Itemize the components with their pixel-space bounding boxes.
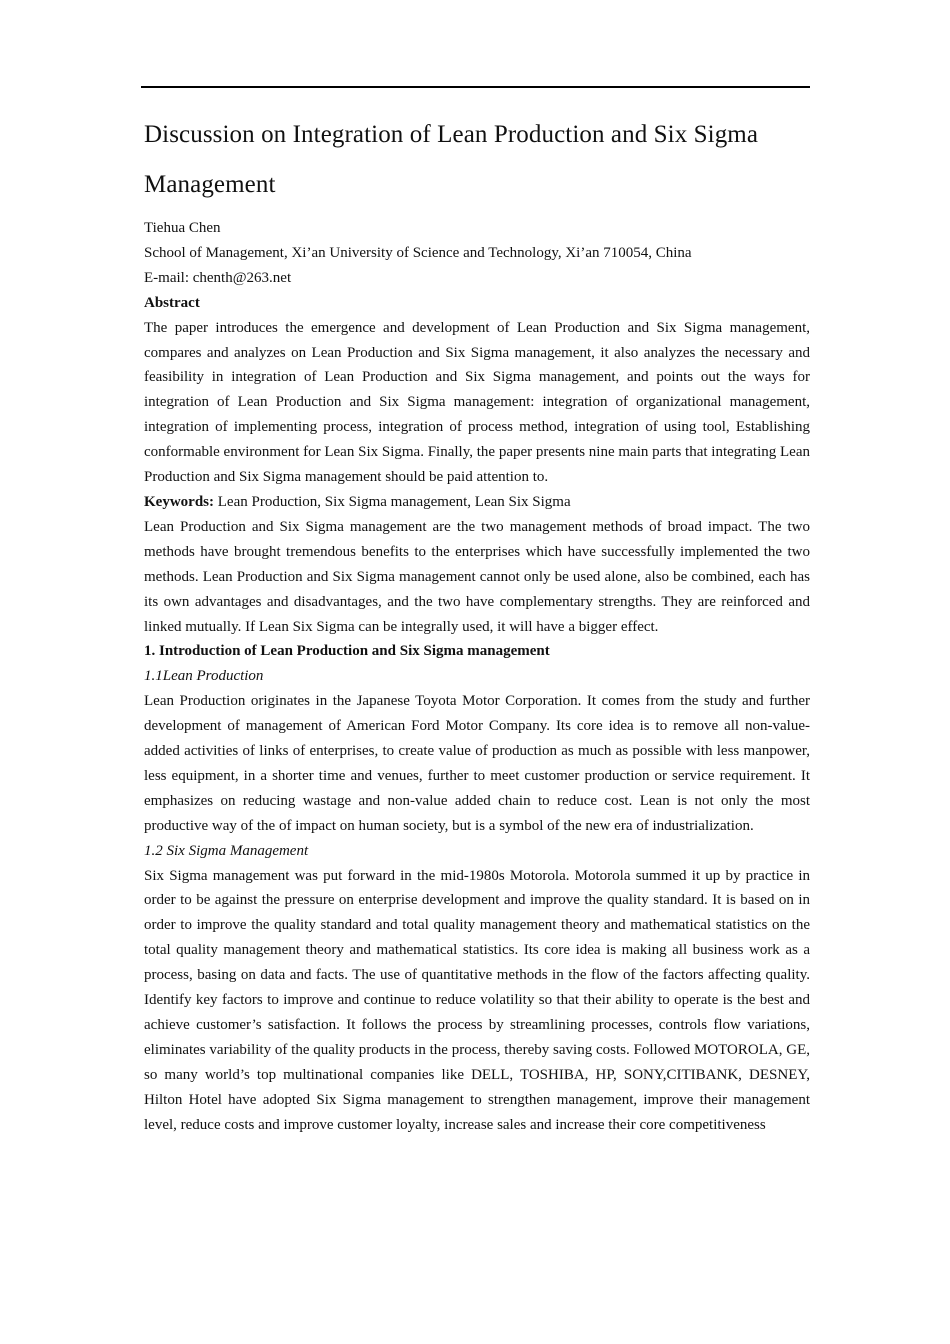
- author-name: Tiehua Chen: [144, 220, 221, 236]
- header-rule: [141, 86, 810, 88]
- subsection-1-1-heading: 1.1Lean Production: [144, 668, 264, 685]
- abstract-heading: Abstract: [144, 294, 200, 311]
- paper-title: Discussion on Integration of Lean Production and Six Sigma Management: [144, 121, 759, 198]
- author-affiliation: School of Management, Xi’an University of Science and Technology, Xi’an 710054, China: [144, 244, 692, 261]
- abstract-text: The paper introduces the emergence and development of Lean Production and Six Sigma management, compares and analyzes on Lean Production and Six Sigma management, it also analyzes the necessary and feasibility in integration of Lean Production and Six Sigma management, and points out the ways for integration of Lean Production and Six Sigma management: integration of organizational management, integration of implementing process, integration of process method, integration of using tool, Establishing conformable environment for Lean Six Sigma. Finally, the paper presents nine main parts that integrating Lean Production and Six Sigma management should be paid attention to.: [144, 319, 810, 486]
- subsection-1-1-text: Lean Production originates in the Japanese Toyota Motor Corporation. It comes from the study and further development of management of American Ford Motor Company. Its core idea is to remove all non-value-added activities of links of enterprises, to create value of production as much as possible with less manpower, less equipment, in a shorter time and venues, further to meet customer production or service requirement. It emphasizes on reducing wastage and non-value added chain to reduce cost. Lean is not only the most productive way of the of impact on human society, but is a symbol of the new era of industrialization.: [144, 693, 810, 834]
- keywords-text: Lean Production, Six Sigma management, Lean Six Sigma: [214, 493, 571, 510]
- subsection-1-2-heading: 1.2 Six Sigma Management: [144, 842, 309, 859]
- subsection-1-2-text: Six Sigma management was put forward in the mid-1980s Motorola. Motorola summed it up by practice in order to be against the pressure on enterprise development and improve the quality standard. It is based on in order to improve the quality standard and total quality management theory and mathematical statistics on the total quality management theory and mathematical statistics. Its core idea is making all business work as a process, basing on data and facts. The use of quantitative methods in the flow of the factors affecting quality. Identify key factors to improve and continue to reduce volatility so that their ability to operate is the best and achieve customer’s satisfaction. It follows the process by streamlining processes, controls flow variations, eliminates variability of the quality products in the process, thereby saving costs. Followed MOTOROLA, GE, so many world’s top multinational companies like DELL, TOSHIBA, HP, SONY,CITIBANK, DESNEY, Hilton Hotel have adopted Six Sigma management to strengthen management, improve their management level, reduce costs and improve customer loyalty, increase sales and increase their core competitiveness: [144, 867, 810, 1133]
- keywords-label: Keywords:: [144, 493, 214, 510]
- section-1-heading: 1. Introduction of Lean Production and Six Sigma management: [144, 643, 550, 660]
- intro-paragraph: Lean Production and Six Sigma management are the two management methods of broad impact. The two methods have brought tremendous benefits to the enterprises which have successfully implemented the two methods. Lean Production and Six Sigma management cannot only be used alone, also be combined, each has its own advantages and disadvantages, and the two have complementary strengths. They are reinforced and linked mutually. If Lean Six Sigma can be integrally used, it will have a bigger effect.: [144, 518, 810, 635]
- paper-content: [144, 110, 810, 1138]
- keywords-line: [144, 490, 810, 515]
- author-email: E-mail: chenth@263.net: [144, 269, 292, 286]
